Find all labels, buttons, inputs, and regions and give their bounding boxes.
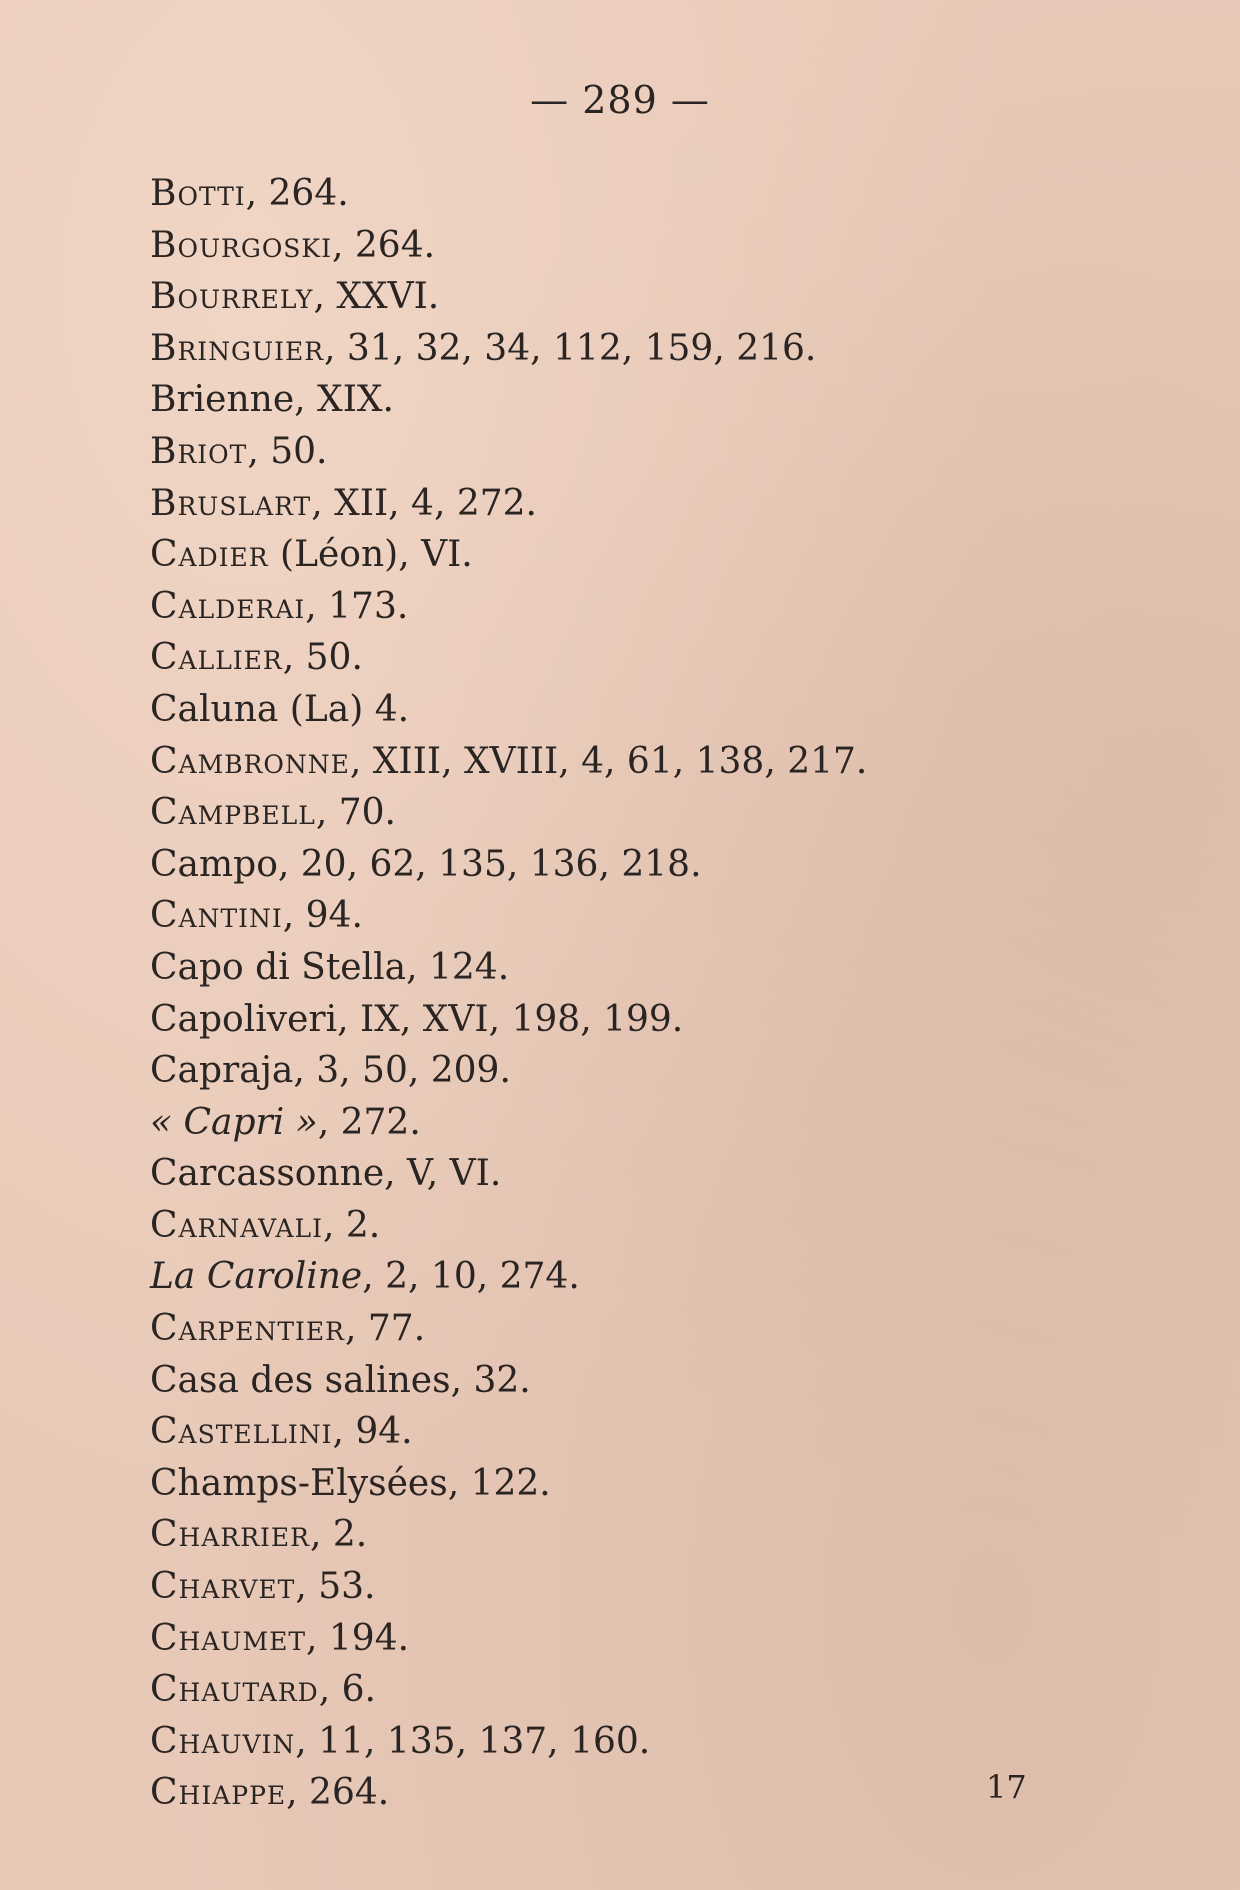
- entry-refs: 4.: [363, 688, 410, 730]
- index-entry: [150, 1613, 1050, 1665]
- entry-name: Campbell: [150, 792, 316, 834]
- index-entry: [150, 1148, 1050, 1200]
- entry-name: Cantini: [150, 895, 283, 937]
- entry-name: Capraja: [150, 1050, 294, 1092]
- entry-name: Capoliveri: [150, 998, 338, 1040]
- entry-refs: , 6.: [318, 1669, 376, 1711]
- index-entry: [150, 1406, 1050, 1458]
- index-entry: [150, 478, 1050, 530]
- entry-name: Carpentier: [150, 1308, 345, 1350]
- entry-name: Castellini: [150, 1411, 333, 1453]
- entry-refs: , 264.: [286, 1772, 390, 1814]
- index-entry: [150, 1355, 1050, 1407]
- entry-name: Capo di Stella: [150, 946, 407, 988]
- entry-name: Bourgoski: [150, 224, 332, 266]
- entry-refs: , XXVI.: [313, 276, 440, 318]
- index-entry: [150, 1097, 1050, 1149]
- entry-refs: , 2.: [323, 1204, 381, 1246]
- index-entry: [150, 1458, 1050, 1510]
- entry-refs: , 11, 135, 137, 160.: [295, 1720, 651, 1762]
- entry-name: Cambronne: [150, 740, 350, 782]
- entry-refs: , XIII, XVIII, 4, 61, 138, 217.: [349, 740, 868, 782]
- index-list: [150, 168, 1050, 1819]
- entry-refs: , 20, 62, 135, 136, 218.: [277, 843, 702, 885]
- index-entry: [150, 323, 1050, 375]
- entry-name: Bruslart: [150, 482, 312, 524]
- index-entry: [150, 684, 1050, 736]
- entry-refs: , 124.: [406, 946, 510, 988]
- index-entry: [150, 1303, 1050, 1355]
- index-entry: [150, 220, 1050, 272]
- index-entry: [150, 994, 1050, 1046]
- signature-mark: 17: [986, 1768, 1027, 1806]
- entry-name: Briot: [150, 430, 248, 472]
- index-entry: [150, 1767, 1050, 1819]
- entry-name: Bringuier: [150, 327, 325, 369]
- entry-refs: , 77.: [345, 1308, 426, 1350]
- entry-name: Chiappe: [150, 1772, 287, 1814]
- entry-name: Caluna (La): [150, 688, 364, 730]
- entry-refs: , 94.: [332, 1411, 413, 1453]
- entry-name: Chauvin: [150, 1720, 296, 1762]
- entry-refs: , 194.: [306, 1617, 410, 1659]
- entry-name: Champs-Elysées: [150, 1462, 448, 1504]
- index-entry: [150, 581, 1050, 633]
- index-entry: [150, 426, 1050, 478]
- entry-name: Cadier: [150, 534, 269, 576]
- index-entry: [150, 839, 1050, 891]
- entry-refs: , 3, 50, 209.: [293, 1050, 511, 1092]
- entry-name: Charvet: [150, 1566, 296, 1608]
- entry-name: Charrier: [150, 1514, 310, 1556]
- entry-refs: , 173.: [305, 585, 409, 627]
- entry-refs: , 2, 10, 274.: [362, 1256, 580, 1298]
- entry-name: Casa des salines: [150, 1359, 451, 1401]
- entry-name: Carnavali: [150, 1204, 323, 1246]
- index-entry: [150, 1664, 1050, 1716]
- page-number-header: — 289 —: [530, 78, 710, 122]
- index-entry: [150, 1716, 1050, 1768]
- entry-name: Botti: [150, 173, 246, 214]
- entry-refs: , 264.: [245, 173, 349, 214]
- index-entry: [150, 942, 1050, 994]
- entry-name: Brienne: [150, 379, 295, 421]
- entry-name: Callier: [150, 637, 283, 679]
- entry-refs: , XIX.: [294, 379, 394, 421]
- entry-refs: , 70.: [315, 792, 396, 834]
- entry-refs: (Léon), VI.: [268, 534, 473, 576]
- entry-refs: , 272.: [317, 1101, 421, 1143]
- entry-refs: , 94.: [282, 895, 363, 937]
- entry-refs: , 53.: [295, 1566, 376, 1608]
- entry-refs: , 50.: [247, 430, 328, 472]
- index-entry: [150, 1251, 1050, 1303]
- index-entry: [150, 168, 1050, 220]
- entry-refs: , IX, XVI, 198, 199.: [337, 998, 684, 1040]
- entry-refs: , V, VI.: [384, 1153, 502, 1195]
- index-entry: [150, 632, 1050, 684]
- index-entry: [150, 1561, 1050, 1613]
- entry-name: Campo: [150, 843, 278, 885]
- index-entry: [150, 271, 1050, 323]
- entry-name: « Capri »: [150, 1101, 318, 1143]
- entry-refs: , XII, 4, 272.: [311, 482, 537, 524]
- entry-refs: , 32.: [450, 1359, 531, 1401]
- index-entry: [150, 736, 1050, 788]
- entry-refs: , 50.: [282, 637, 363, 679]
- entry-name: Chaumet: [150, 1617, 306, 1659]
- index-entry: [150, 787, 1050, 839]
- entry-refs: , 31, 32, 34, 112, 159, 216.: [324, 327, 817, 369]
- entry-refs: , 122.: [447, 1462, 551, 1504]
- entry-refs: , 264.: [332, 224, 436, 266]
- entry-refs: , 2.: [310, 1514, 368, 1556]
- entry-name: Chautard: [150, 1669, 319, 1711]
- entry-name: Calderai: [150, 585, 306, 627]
- index-entry: [150, 890, 1050, 942]
- entry-name: Bourrely: [150, 276, 314, 318]
- entry-name: La Caroline: [150, 1256, 363, 1298]
- index-entry: [150, 1200, 1050, 1252]
- index-entry: [150, 1045, 1050, 1097]
- index-entry: [150, 1509, 1050, 1561]
- index-entry: [150, 529, 1050, 581]
- entry-name: Carcassonne: [150, 1153, 385, 1195]
- index-entry: [150, 374, 1050, 426]
